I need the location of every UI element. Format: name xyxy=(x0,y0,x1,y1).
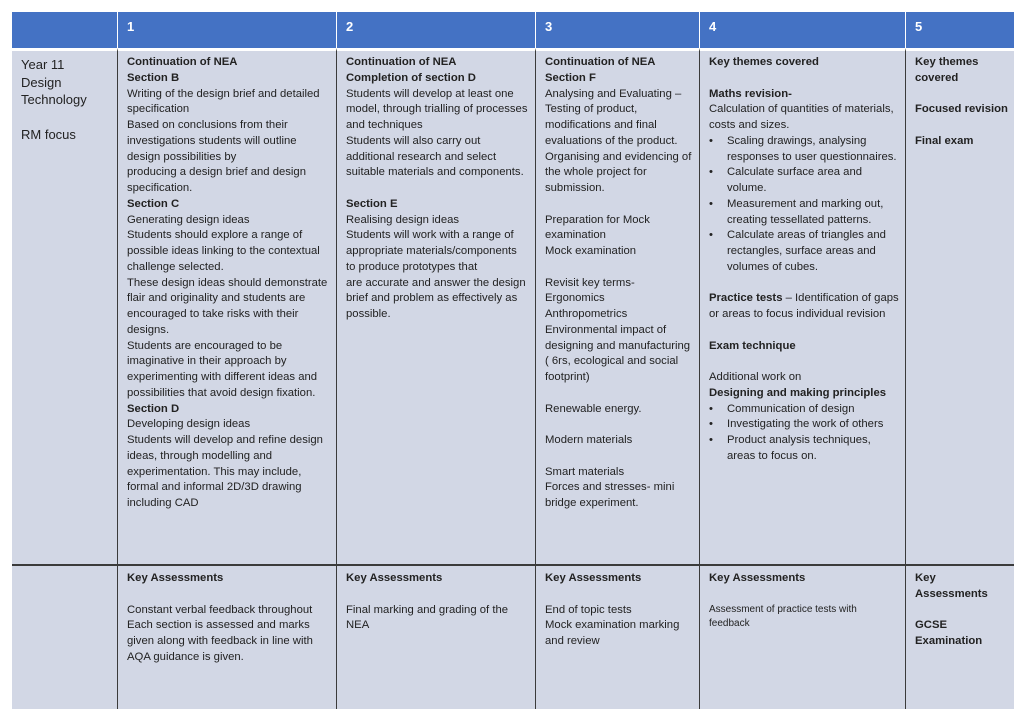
term1-text: Students will develop and refine design ideas, through modelling and experimentation. This may include, formal and informal 2D/3D drawing including CAD xyxy=(127,434,323,509)
term5-final-exam: Final exam xyxy=(915,134,974,147)
exam-technique-heading: Exam technique xyxy=(709,339,796,352)
assessment-text: Each section is assessed and marks given along with feedback in line with AQA guidance is given. xyxy=(127,619,313,663)
row-label-line2: Design xyxy=(21,74,62,90)
assessment-text: Mock examination marking and review xyxy=(545,619,680,647)
term3-text: Ergonomics xyxy=(545,292,605,305)
term1-text: Writing of the design brief and detailed specification xyxy=(127,87,320,116)
row-label-line1: Year 11 xyxy=(21,57,65,72)
principles-bullet-list xyxy=(709,402,899,465)
term1-assessment-cell xyxy=(117,564,336,709)
term1-text: producing a design brief and design specification. xyxy=(127,166,306,194)
term1-content-cell xyxy=(117,48,336,564)
term3-text: Anthropometrics xyxy=(545,308,628,320)
term1-section-d: Section D xyxy=(127,402,180,415)
assessment-text: GCSE Examination xyxy=(915,619,983,647)
term3-text: Mock examination xyxy=(545,245,637,257)
header-cell-3: 3 xyxy=(535,12,699,48)
term4-maths-heading: Maths revision- xyxy=(709,87,792,100)
term3-assessment-cell xyxy=(535,564,699,709)
term3-text: Organising and evidencing of the whole project for submission. xyxy=(545,150,692,194)
assessment-label-cell xyxy=(12,564,117,709)
term3-text: Forces and stresses- mini bridge experiment. xyxy=(545,481,675,509)
term1-text: Students should explore a range of possible ideas linking to the contextual challenge selected. xyxy=(127,229,320,273)
assessment-text: End of topic tests xyxy=(545,603,632,616)
assessment-title: Key Assessments xyxy=(127,572,224,584)
term1-text: These design ideas should demonstrate flair and originality and students are encouraged to take risks with their designs. xyxy=(127,276,328,336)
row-label-focus: RM focus xyxy=(21,127,76,142)
list-item: • Scaling drawings, analysing responses to user questionnaires. xyxy=(709,134,899,166)
term3-text: Environmental impact of designing and manufacturing ( 6rs, ecological and social footprint) xyxy=(545,323,691,383)
assessment-text: Assessment of practice tests with feedback xyxy=(709,603,857,629)
curriculum-table xyxy=(12,12,1014,709)
design-principles-heading: Designing and making principles xyxy=(709,386,887,399)
term3-text: Modern materials xyxy=(545,434,633,446)
term2-assessment-cell xyxy=(336,564,535,709)
assessment-text: Final marking and grading of the NEA xyxy=(346,603,509,632)
term3-text: Smart materials xyxy=(545,465,625,478)
term3-content-cell xyxy=(535,48,699,564)
assessment-title: Key Assessments xyxy=(545,572,642,584)
list-item: • Calculate areas of triangles and rectangles, surface areas and volumes of cubes. xyxy=(709,228,899,275)
header-cell-blank xyxy=(12,12,117,48)
assessment-title: Key Assessments xyxy=(709,572,806,584)
list-item: • Product analysis techniques, areas to focus on. xyxy=(709,433,899,465)
maths-bullet-list xyxy=(709,134,899,276)
term1-text: Students are encouraged to be imaginative in their approach by experimenting with different ideas and possibilities that avoid design fixation. xyxy=(127,339,318,399)
list-item: • Measurement and marking out, creating tessellated patterns. xyxy=(709,197,899,229)
term1-section-c: Section C xyxy=(127,197,180,210)
term5-focused-revision: Focused revision xyxy=(915,103,1008,116)
term1-text: Based on conclusions from their investigations students will outline design possibilities by xyxy=(127,119,297,163)
term2-content-cell xyxy=(336,48,535,564)
term5-content-cell xyxy=(905,48,1014,564)
term1-heading: Continuation of NEA xyxy=(127,56,238,68)
term3-text: Renewable energy. xyxy=(545,402,642,415)
term2-heading: Continuation of NEA xyxy=(346,56,457,68)
header-cell-2: 2 xyxy=(336,12,535,48)
header-cell-1: 1 xyxy=(117,12,336,48)
term2-section-d: Completion of section D xyxy=(346,71,476,84)
term3-section-f: Section F xyxy=(545,71,596,84)
term4-text: Calculation of quantities of materials, costs and sizes. xyxy=(709,103,894,131)
term3-heading: Continuation of NEA xyxy=(545,56,656,68)
assessment-title: Key Assessments xyxy=(346,572,443,584)
term3-text: Preparation for Mock examination xyxy=(545,213,650,242)
term3-text: Analysing and Evaluating – Testing of product, modifications and final evaluations of the product. xyxy=(545,87,682,147)
practice-tests-label: Practice tests xyxy=(709,292,783,305)
term4-heading: Key themes covered xyxy=(709,56,819,68)
term2-text: Students will develop at least one model, through trialling of processes and techniques xyxy=(346,87,528,131)
row-label-cell xyxy=(12,48,117,564)
practice-tests-text: – Identification of gaps or areas to focus individual revision xyxy=(709,292,899,320)
term2-text: Students will work with a range of appropriate materials/components to produce prototypes that xyxy=(346,229,517,273)
list-item: • Investigating the work of others xyxy=(709,417,899,433)
list-item: • Calculate surface area and volume. xyxy=(709,165,899,197)
term4-assessment-cell xyxy=(699,564,905,709)
assessment-title: Key Assessments xyxy=(915,572,988,600)
header-cell-4: 4 xyxy=(699,12,905,48)
term1-section-b: Section B xyxy=(127,71,180,84)
term2-text: Realising design ideas xyxy=(346,213,460,226)
term4-text: Additional work on xyxy=(709,371,802,383)
assessment-text: Constant verbal feedback throughout xyxy=(127,603,313,616)
term5-heading: Key themes covered xyxy=(915,56,979,84)
term2-text: are accurate and answer the design brief and problem as effectively as possible. xyxy=(346,276,526,320)
term2-text: Students will also carry out additional research and select suitable materials and components. xyxy=(346,134,524,179)
term3-text: Revisit key terms- xyxy=(545,276,635,289)
term5-assessment-cell xyxy=(905,564,1014,709)
term1-text: Developing design ideas xyxy=(127,418,251,431)
term2-section-e: Section E xyxy=(346,197,398,210)
term4-content-cell xyxy=(699,48,905,564)
list-item: • Communication of design xyxy=(709,402,899,418)
term1-text: Generating design ideas xyxy=(127,213,250,226)
practice-tests-paragraph xyxy=(709,291,899,323)
header-cell-5: 5 xyxy=(905,12,1014,48)
row-label-line3: Technology xyxy=(21,92,87,107)
